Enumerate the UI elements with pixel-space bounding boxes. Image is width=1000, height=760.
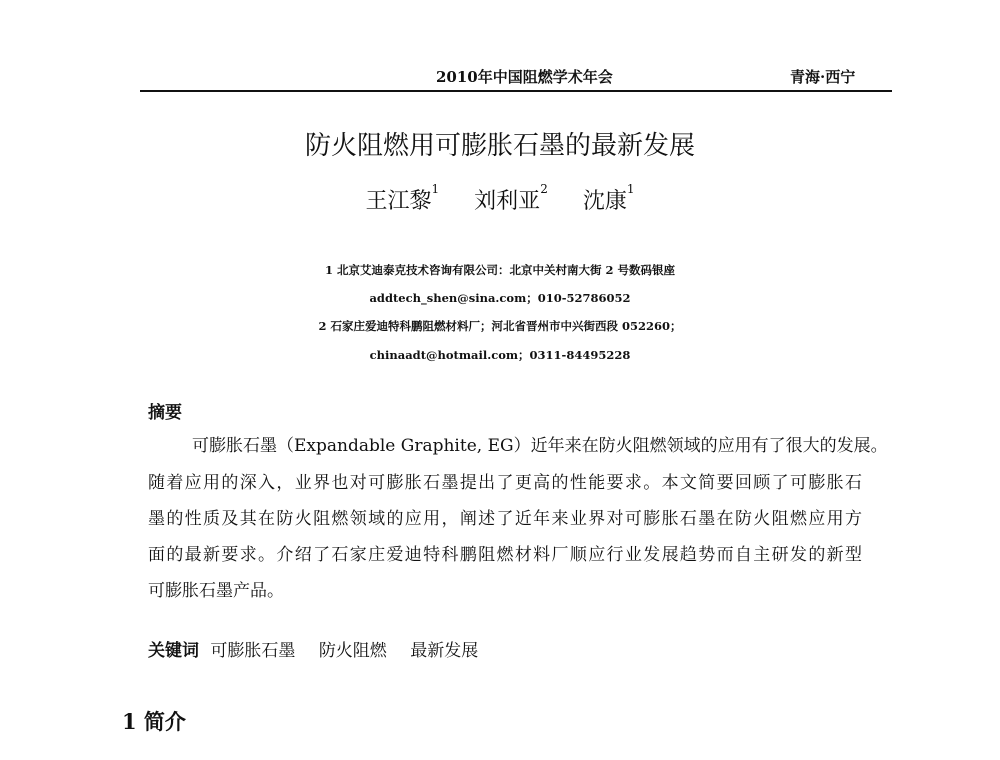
affiliation-mark: 1 bbox=[626, 182, 635, 196]
abstract-line: 墨的性质及其在防火阻燃领域的应用，阐述了近年来业界对可膨胀石墨在防火阻燃应用方 bbox=[148, 509, 862, 529]
affiliation-mark: 1 bbox=[431, 182, 440, 196]
affiliation-1: 1 北京艾迪泰克技术咨询有限公司：北京中关村南大街 2 号数码银座 bbox=[324, 263, 675, 277]
author bbox=[582, 182, 635, 214]
author-list bbox=[0, 184, 1000, 215]
header-rule bbox=[140, 90, 892, 92]
abstract-line: 可膨胀石墨产品。 bbox=[148, 581, 284, 601]
affiliation-1-contact: addtech_shen@sina.com；010-52786052 bbox=[369, 291, 631, 305]
keywords bbox=[148, 636, 496, 661]
keyword: 最新发展 bbox=[410, 641, 479, 661]
abstract-line: 随着应用的深入，业界也对可膨胀石墨提出了更高的性能要求。本文简要回顾了可膨胀石 bbox=[148, 473, 862, 493]
keyword: 防火阻燃 bbox=[318, 641, 387, 661]
section-heading: 1 简介 bbox=[122, 709, 186, 734]
abstract-line: 可膨胀石墨（Expandable Graphite, EG）近年来在防火阻燃领域的应用有了很大的发展。 bbox=[192, 436, 888, 456]
keyword: 可膨胀石墨 bbox=[210, 641, 296, 661]
author bbox=[365, 182, 440, 214]
author-name: 沈康 bbox=[582, 189, 627, 214]
affiliation-2-contact: chinaadt@hotmail.com；0311-84495228 bbox=[369, 348, 631, 362]
author-name: 刘利亚 bbox=[474, 189, 541, 214]
author bbox=[474, 182, 548, 214]
abstract-heading: 摘要 bbox=[148, 403, 182, 423]
author-name: 王江黎 bbox=[365, 189, 432, 214]
keywords-label: 关键词 bbox=[148, 641, 199, 661]
paper-title: 防火阻燃用可膨胀石墨的最新发展 bbox=[304, 131, 695, 161]
conference-location: 青海·西宁 bbox=[790, 68, 856, 86]
affiliation-2: 2 石家庄爱迪特科鹏阻燃材料厂；河北省晋州市中兴街西段 052260； bbox=[318, 319, 682, 333]
abstract-line: 面的最新要求。介绍了石家庄爱迪特科鹏阻燃材料厂顺应行业发展趋势而自主研发的新型 bbox=[148, 545, 862, 565]
conference-name: 2010年中国阻燃学术年会 bbox=[436, 68, 613, 86]
affiliation-mark: 2 bbox=[540, 182, 548, 196]
